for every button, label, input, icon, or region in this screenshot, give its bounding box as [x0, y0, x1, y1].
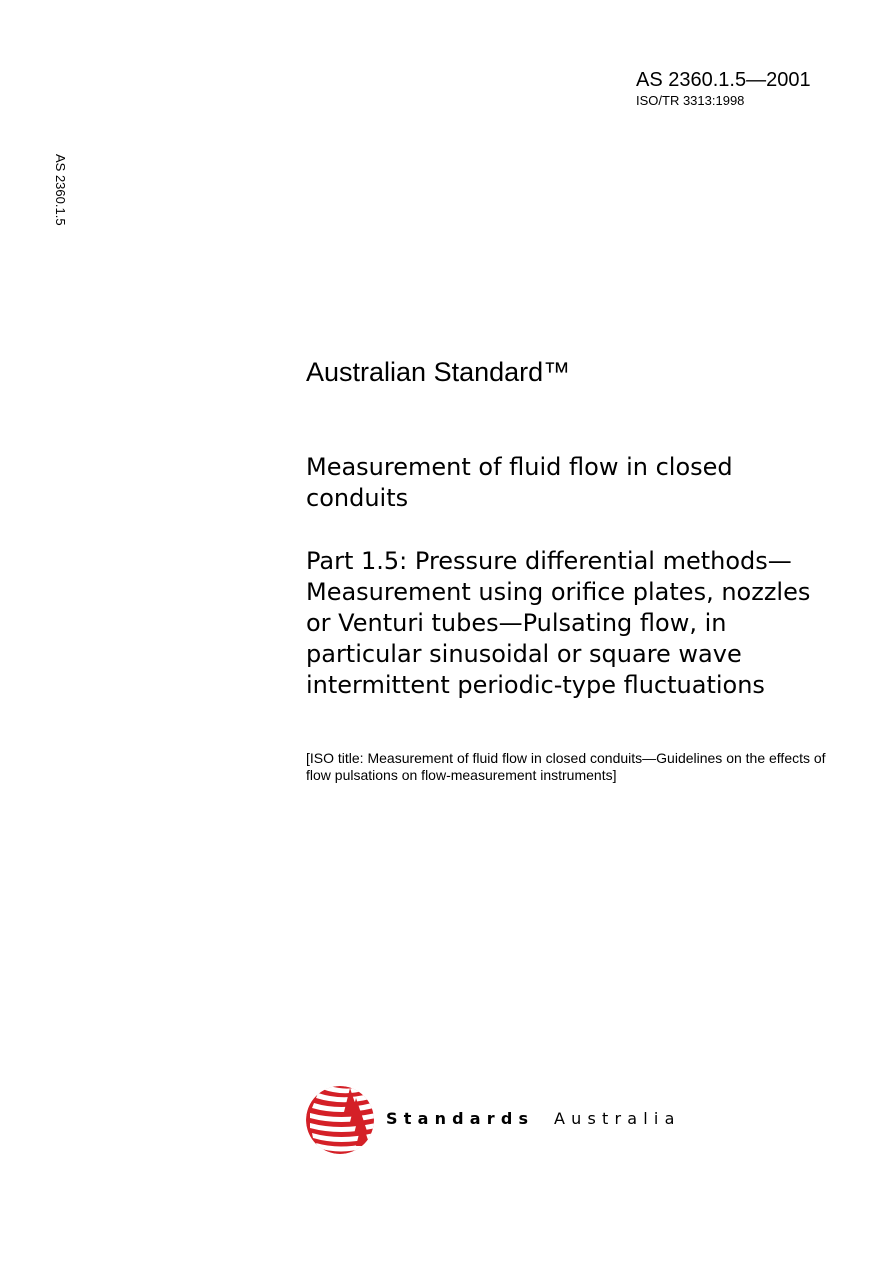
document-number: AS 2360.1.5—2001: [636, 69, 811, 91]
document-title: Measurement of fluid flow in closed conduits: [306, 453, 733, 512]
logo-word-australia: Australia: [554, 1109, 681, 1128]
spine-text: AS 2360.1.5: [53, 154, 68, 226]
spine-label: [50, 154, 70, 234]
brand-heading: Australian Standard™: [306, 357, 571, 387]
iso-reference-number: ISO/TR 3313:1998: [636, 93, 745, 108]
logo-word-standards: Standards: [386, 1109, 535, 1128]
iso-title-note: [ISO title: Measurement of fluid flow in closed conduits—Guidelines on the effects of flow pulsations on flow-measurement instruments]: [306, 750, 826, 783]
standards-australia-logo: [304, 1082, 704, 1158]
part-title: Part 1.5: Pressure differential methods—Measurement using orifice plates, nozzles or Venturi tubes—Pulsating flow, in particular sinusoidal or square wave intermittent periodic-type fluctuations: [306, 547, 811, 699]
standards-australia-emblem-icon: [304, 1082, 378, 1158]
